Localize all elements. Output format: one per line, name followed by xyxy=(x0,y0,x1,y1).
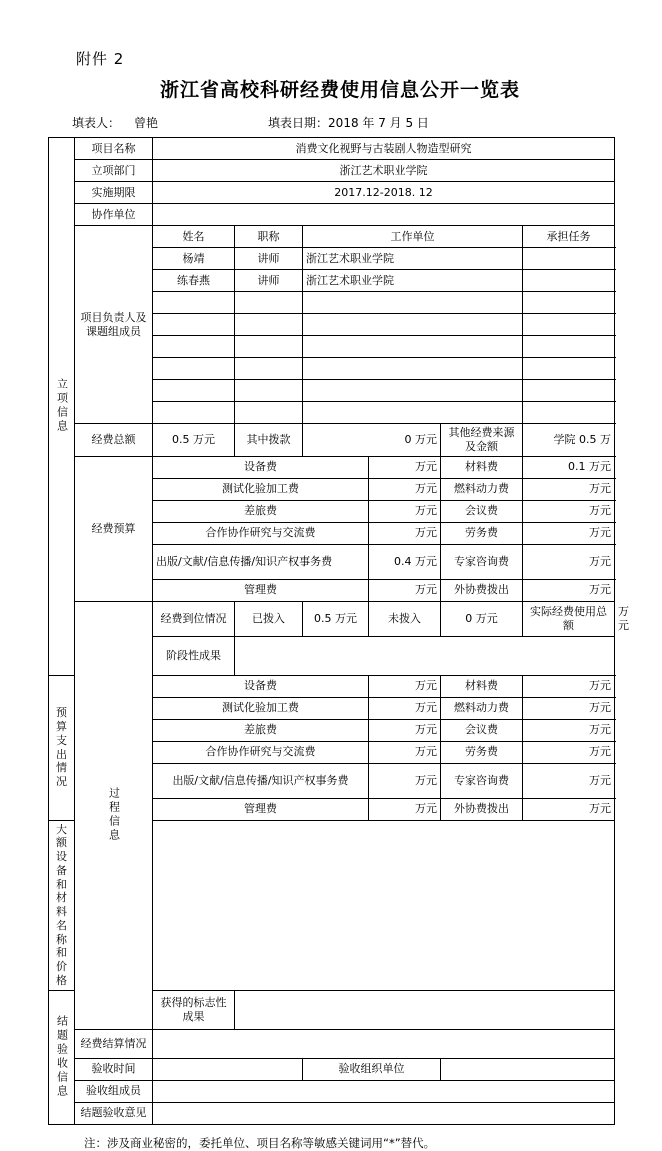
allocated-label: 已拨入 xyxy=(235,601,303,636)
member-unit: 浙江艺术职业学院 xyxy=(303,248,523,270)
accept-members-value xyxy=(153,1080,615,1102)
total-fund-value: 0.5 万元 xyxy=(153,424,235,457)
expense-item-label-2: 外协费拨出 xyxy=(441,798,523,820)
member-task xyxy=(523,358,615,380)
member-name xyxy=(153,380,235,402)
expense-item-label: 管理费 xyxy=(153,798,369,820)
settlement-value xyxy=(153,1029,615,1058)
table-row xyxy=(49,182,615,204)
member-title xyxy=(235,292,303,314)
expense-item-label-2: 劳务费 xyxy=(441,741,523,763)
partner-value xyxy=(153,204,615,226)
member-name xyxy=(153,336,235,358)
member-title xyxy=(235,358,303,380)
accept-opinion-label: 结题验收意见 xyxy=(75,1102,153,1124)
landmark-value xyxy=(235,990,615,1029)
budget-item-label-2: 劳务费 xyxy=(441,522,523,544)
expense-item-value: 万元 xyxy=(369,697,441,719)
table-row xyxy=(49,456,615,478)
other-source-label: 其他经费来源及金额 xyxy=(441,424,523,457)
member-task xyxy=(523,380,615,402)
expense-item-label: 出版/文献/信息传播/知识产权事务费 xyxy=(153,763,369,798)
large-equipment-label: 大额设备和材料名称和价格 xyxy=(49,820,75,990)
arrival-label: 经费到位情况 xyxy=(153,601,235,636)
expense-item-label-2: 材料费 xyxy=(441,675,523,697)
member-unit-extra xyxy=(303,402,523,424)
budget-item-label-2: 会议费 xyxy=(441,500,523,522)
expense-item-value: 万元 xyxy=(369,763,441,798)
footnote: 注：涉及商业秘密的，委托单位、项目名称等敏感关键词用“*”替代。 xyxy=(84,1135,436,1150)
date-label: 填表日期： xyxy=(268,116,329,130)
actual-used-label: 实际经费使用总额 xyxy=(523,601,615,636)
dept-label: 立项部门 xyxy=(75,160,153,182)
budget-item-label: 设备费 xyxy=(153,456,369,478)
member-name: 杨靖 xyxy=(153,248,235,270)
partner-label: 协作单位 xyxy=(75,204,153,226)
budget-item-label-2: 外协费拨出 xyxy=(441,579,523,601)
period-label: 实施期限 xyxy=(75,182,153,204)
unallocated-label: 未拨入 xyxy=(369,601,441,636)
period-value: 2017.12-2018. 12 xyxy=(153,182,615,204)
accept-org-label: 验收组织单位 xyxy=(303,1058,441,1080)
table-row xyxy=(49,1058,615,1080)
budget-item-label: 管理费 xyxy=(153,579,369,601)
expense-label: 预算支出情况 xyxy=(49,675,75,820)
members-header-name: 姓名 xyxy=(153,226,235,248)
member-title xyxy=(235,336,303,358)
member-name: 练春燕 xyxy=(153,270,235,292)
budget-item-label-2: 专家咨询费 xyxy=(441,544,523,579)
member-unit xyxy=(303,358,523,380)
member-title xyxy=(235,314,303,336)
filler-label: 填表人： xyxy=(72,116,121,130)
member-task xyxy=(523,248,615,270)
budget-item-value: 万元 xyxy=(369,579,441,601)
budget-item-value: 万元 xyxy=(369,478,441,500)
accept-org-value xyxy=(441,1058,615,1080)
landmark-label: 获得的标志性成果 xyxy=(153,990,235,1029)
leader-label: 项目负责人及课题组成员 xyxy=(75,226,153,424)
budget-item-label: 差旅费 xyxy=(153,500,369,522)
accept-opinion-value xyxy=(153,1102,615,1124)
table-row xyxy=(49,138,615,160)
member-task xyxy=(523,314,615,336)
expense-item-label-2: 会议费 xyxy=(441,719,523,741)
member-name-extra xyxy=(153,402,235,424)
table-row xyxy=(49,226,615,248)
accept-members-label: 验收组成员 xyxy=(75,1080,153,1102)
member-title: 讲师 xyxy=(235,270,303,292)
budget-label: 经费预算 xyxy=(75,456,153,601)
filler-value: 曾艳 xyxy=(134,116,159,130)
table-row xyxy=(49,1102,615,1124)
allocated-value: 0.5 万元 xyxy=(303,601,369,636)
budget-item-value-2: 万元 xyxy=(523,579,615,601)
stage-result-value xyxy=(235,636,615,675)
budget-item-label-2: 燃料动力费 xyxy=(441,478,523,500)
expense-item-value: 万元 xyxy=(369,719,441,741)
budget-item-value: 万元 xyxy=(369,456,441,478)
table-row xyxy=(49,204,615,226)
member-title xyxy=(235,380,303,402)
budget-item-value: 万元 xyxy=(369,522,441,544)
member-name xyxy=(153,314,235,336)
info-table xyxy=(48,137,629,1125)
member-title-extra xyxy=(235,402,303,424)
expense-item-value-2: 万元 xyxy=(523,719,615,741)
member-unit xyxy=(303,314,523,336)
member-task xyxy=(523,336,615,358)
member-task xyxy=(523,270,615,292)
expense-item-label: 设备费 xyxy=(153,675,369,697)
member-title: 讲师 xyxy=(235,248,303,270)
accept-time-label: 验收时间 xyxy=(75,1058,153,1080)
table-row: 过程信息 经费到位情况 已拨入 0.5 万元 未拨入 0 万元 实际经费使用总额 万元 xyxy=(49,601,615,636)
budget-item-value-2: 万元 xyxy=(523,522,615,544)
member-unit xyxy=(303,292,523,314)
budget-item-value-2: 0.1 万元 xyxy=(523,456,615,478)
budget-item-value-2: 万元 xyxy=(523,500,615,522)
budget-item-value-2: 万元 xyxy=(523,478,615,500)
table-row xyxy=(49,424,615,457)
section-conclusion-info: 结题验收信息 xyxy=(49,990,75,1124)
page-title: 浙江省高校科研经费使用信息公开一览表 xyxy=(159,79,520,101)
expense-item-label: 差旅费 xyxy=(153,719,369,741)
expense-item-value: 万元 xyxy=(369,741,441,763)
budget-item-label: 测试化验加工费 xyxy=(153,478,369,500)
budget-item-value: 万元 xyxy=(369,500,441,522)
expense-item-value-2: 万元 xyxy=(523,798,615,820)
expense-item-value-2: 万元 xyxy=(523,675,615,697)
settlement-label: 经费结算情况 xyxy=(75,1029,153,1058)
expense-item-label: 合作协作研究与交流费 xyxy=(153,741,369,763)
budget-item-value-2: 万元 xyxy=(523,544,615,579)
expense-item-label-2: 燃料动力费 xyxy=(441,697,523,719)
table-row xyxy=(49,1080,615,1102)
table-row xyxy=(49,1029,615,1058)
total-fund-label: 经费总额 xyxy=(75,424,153,457)
members-header-title: 职称 xyxy=(235,226,303,248)
expense-item-value-2: 万元 xyxy=(523,763,615,798)
expense-item-value-2: 万元 xyxy=(523,697,615,719)
expense-item-value: 万元 xyxy=(369,798,441,820)
dept-value: 浙江艺术职业学院 xyxy=(153,160,615,182)
budget-item-label: 合作协作研究与交流费 xyxy=(153,522,369,544)
unallocated-value: 0 万元 xyxy=(441,601,523,636)
expense-item-value: 万元 xyxy=(369,675,441,697)
members-header-unit: 工作单位 xyxy=(303,226,523,248)
expense-item-label-2: 专家咨询费 xyxy=(441,763,523,798)
stage-result-label: 阶段性成果 xyxy=(153,636,235,675)
member-task-extra xyxy=(523,402,615,424)
meta-row xyxy=(72,114,614,131)
member-name xyxy=(153,292,235,314)
project-name-label: 项目名称 xyxy=(75,138,153,160)
expense-item-label: 测试化验加工费 xyxy=(153,697,369,719)
among-which-label: 其中拨款 xyxy=(235,424,303,457)
member-name xyxy=(153,358,235,380)
other-source-value: 学院 0.5 万 xyxy=(523,424,615,457)
member-unit xyxy=(303,336,523,358)
member-unit xyxy=(303,380,523,402)
accept-time-value xyxy=(153,1058,303,1080)
budget-item-value: 0.4 万元 xyxy=(369,544,441,579)
members-header-task: 承担任务 xyxy=(523,226,615,248)
large-equipment-value xyxy=(153,820,615,990)
date-value: 2018 年 7 月 5 日 xyxy=(328,116,429,130)
expense-item-value-2: 万元 xyxy=(523,741,615,763)
table-row xyxy=(49,160,615,182)
budget-item-label: 出版/文献/信息传播/知识产权事务费 xyxy=(153,544,369,579)
member-unit: 浙江艺术职业学院 xyxy=(303,270,523,292)
attachment-label: 附件 2 xyxy=(76,50,125,68)
among-which-value: 0 万元 xyxy=(303,424,441,457)
budget-item-label-2: 材料费 xyxy=(441,456,523,478)
project-name-value: 消费文化视野与古装剧人物造型研究 xyxy=(153,138,615,160)
section-process-info: 过程信息 xyxy=(75,601,153,1029)
section-project-info: 立项信息 xyxy=(49,138,75,676)
member-task xyxy=(523,292,615,314)
